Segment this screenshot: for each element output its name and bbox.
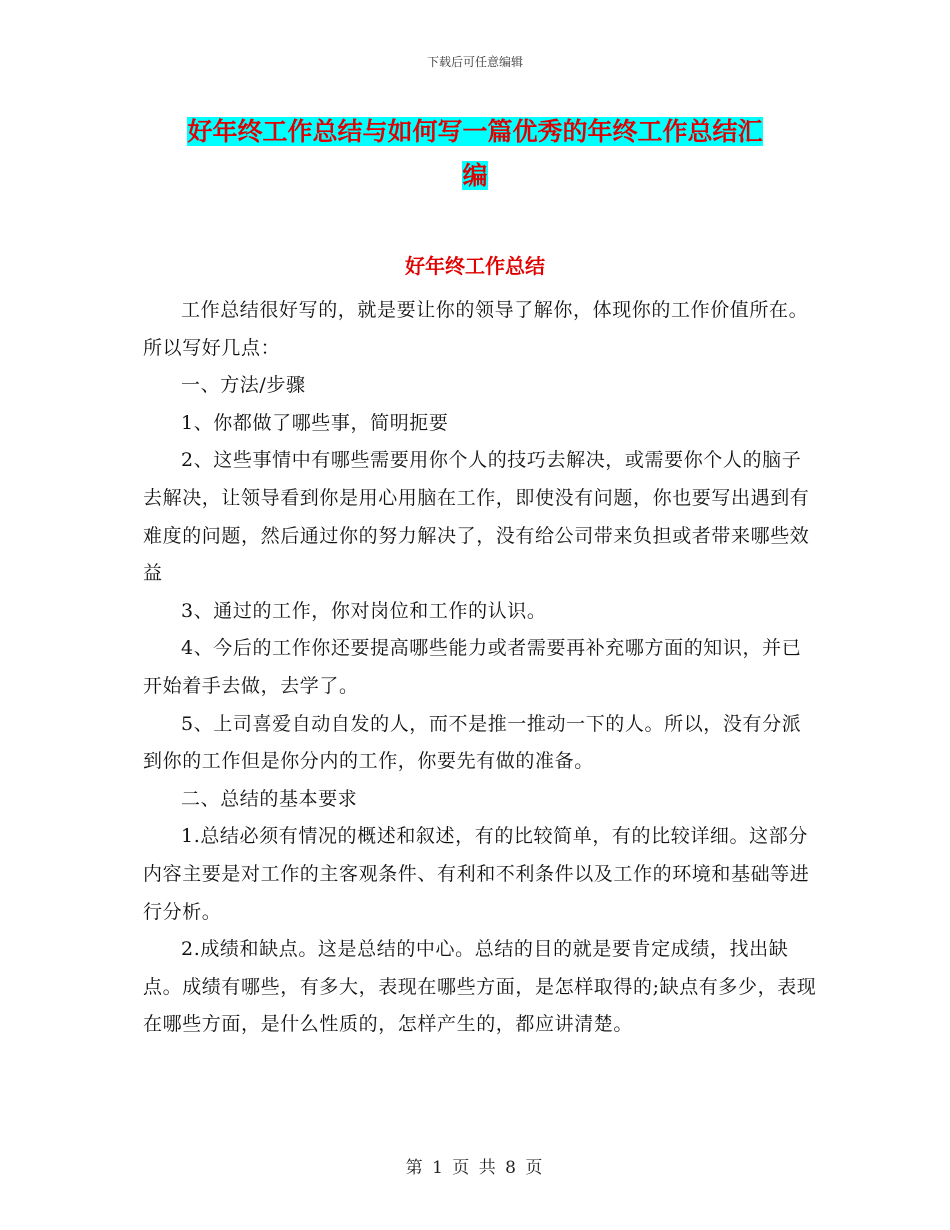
document-title-line1: 好年终工作总结与如何写一篇优秀的年终工作总结汇 (187, 117, 763, 146)
header-note: 下载后可任意编辑 (426, 55, 523, 69)
document-title (140, 110, 810, 198)
document-title-line2: 编 (462, 161, 488, 190)
paragraph: 一、方法/步骤 (181, 374, 306, 397)
paragraph: 1.总结必须有情况的概述和叙述，有的比较简单，有的比较详细。这部分内容主要是对工作的主客观条件、有利和不利条件以及工作的环境和基础等进行分析。 (143, 825, 810, 923)
paragraph: 2.成绩和缺点。这是总结的中心。总结的目的就是要肯定成绩，找出缺点。成绩有哪些，有多大，表现在哪些方面，是怎样取得的;缺点有多少，表现在哪些方面，是什么性质的，怎样产生的，都应讲清楚。 (143, 938, 817, 1036)
paragraph: 4、今后的工作你还要提高哪些能力或者需要再补充哪方面的知识，并已开始着手去做，去学了。 (143, 637, 802, 697)
paragraph: 工作总结很好写的，就是要让你的领导了解你，体现你的工作价值所在。所以写好几点： (143, 299, 809, 359)
document-body (143, 292, 818, 1044)
page-footer: 第 1 页 共 8 页 (405, 1158, 545, 1178)
paragraph: 2、这些事情中有哪些需要用你个人的技巧去解决，或需要你个人的脑子去解决，让领导看到你是用心用脑在工作，即使没有问题，你也要写出遇到有难度的问题，然后通过你的努力解决了，没有给公司带来负担或者带来哪些效益 (143, 449, 810, 585)
paragraph: 1、你都做了哪些事，简明扼要 (181, 411, 449, 434)
paragraph: 5、上司喜爱自动自发的人，而不是推一推动一下的人。所以，没有分派到你的工作但是你分内的工作，你要先有做的准备。 (143, 712, 802, 773)
section-title: 好年终工作总结 (405, 254, 545, 278)
paragraph: 二、总结的基本要求 (181, 787, 358, 810)
paragraph: 3、通过的工作，你对岗位和工作的认识。 (181, 599, 547, 622)
